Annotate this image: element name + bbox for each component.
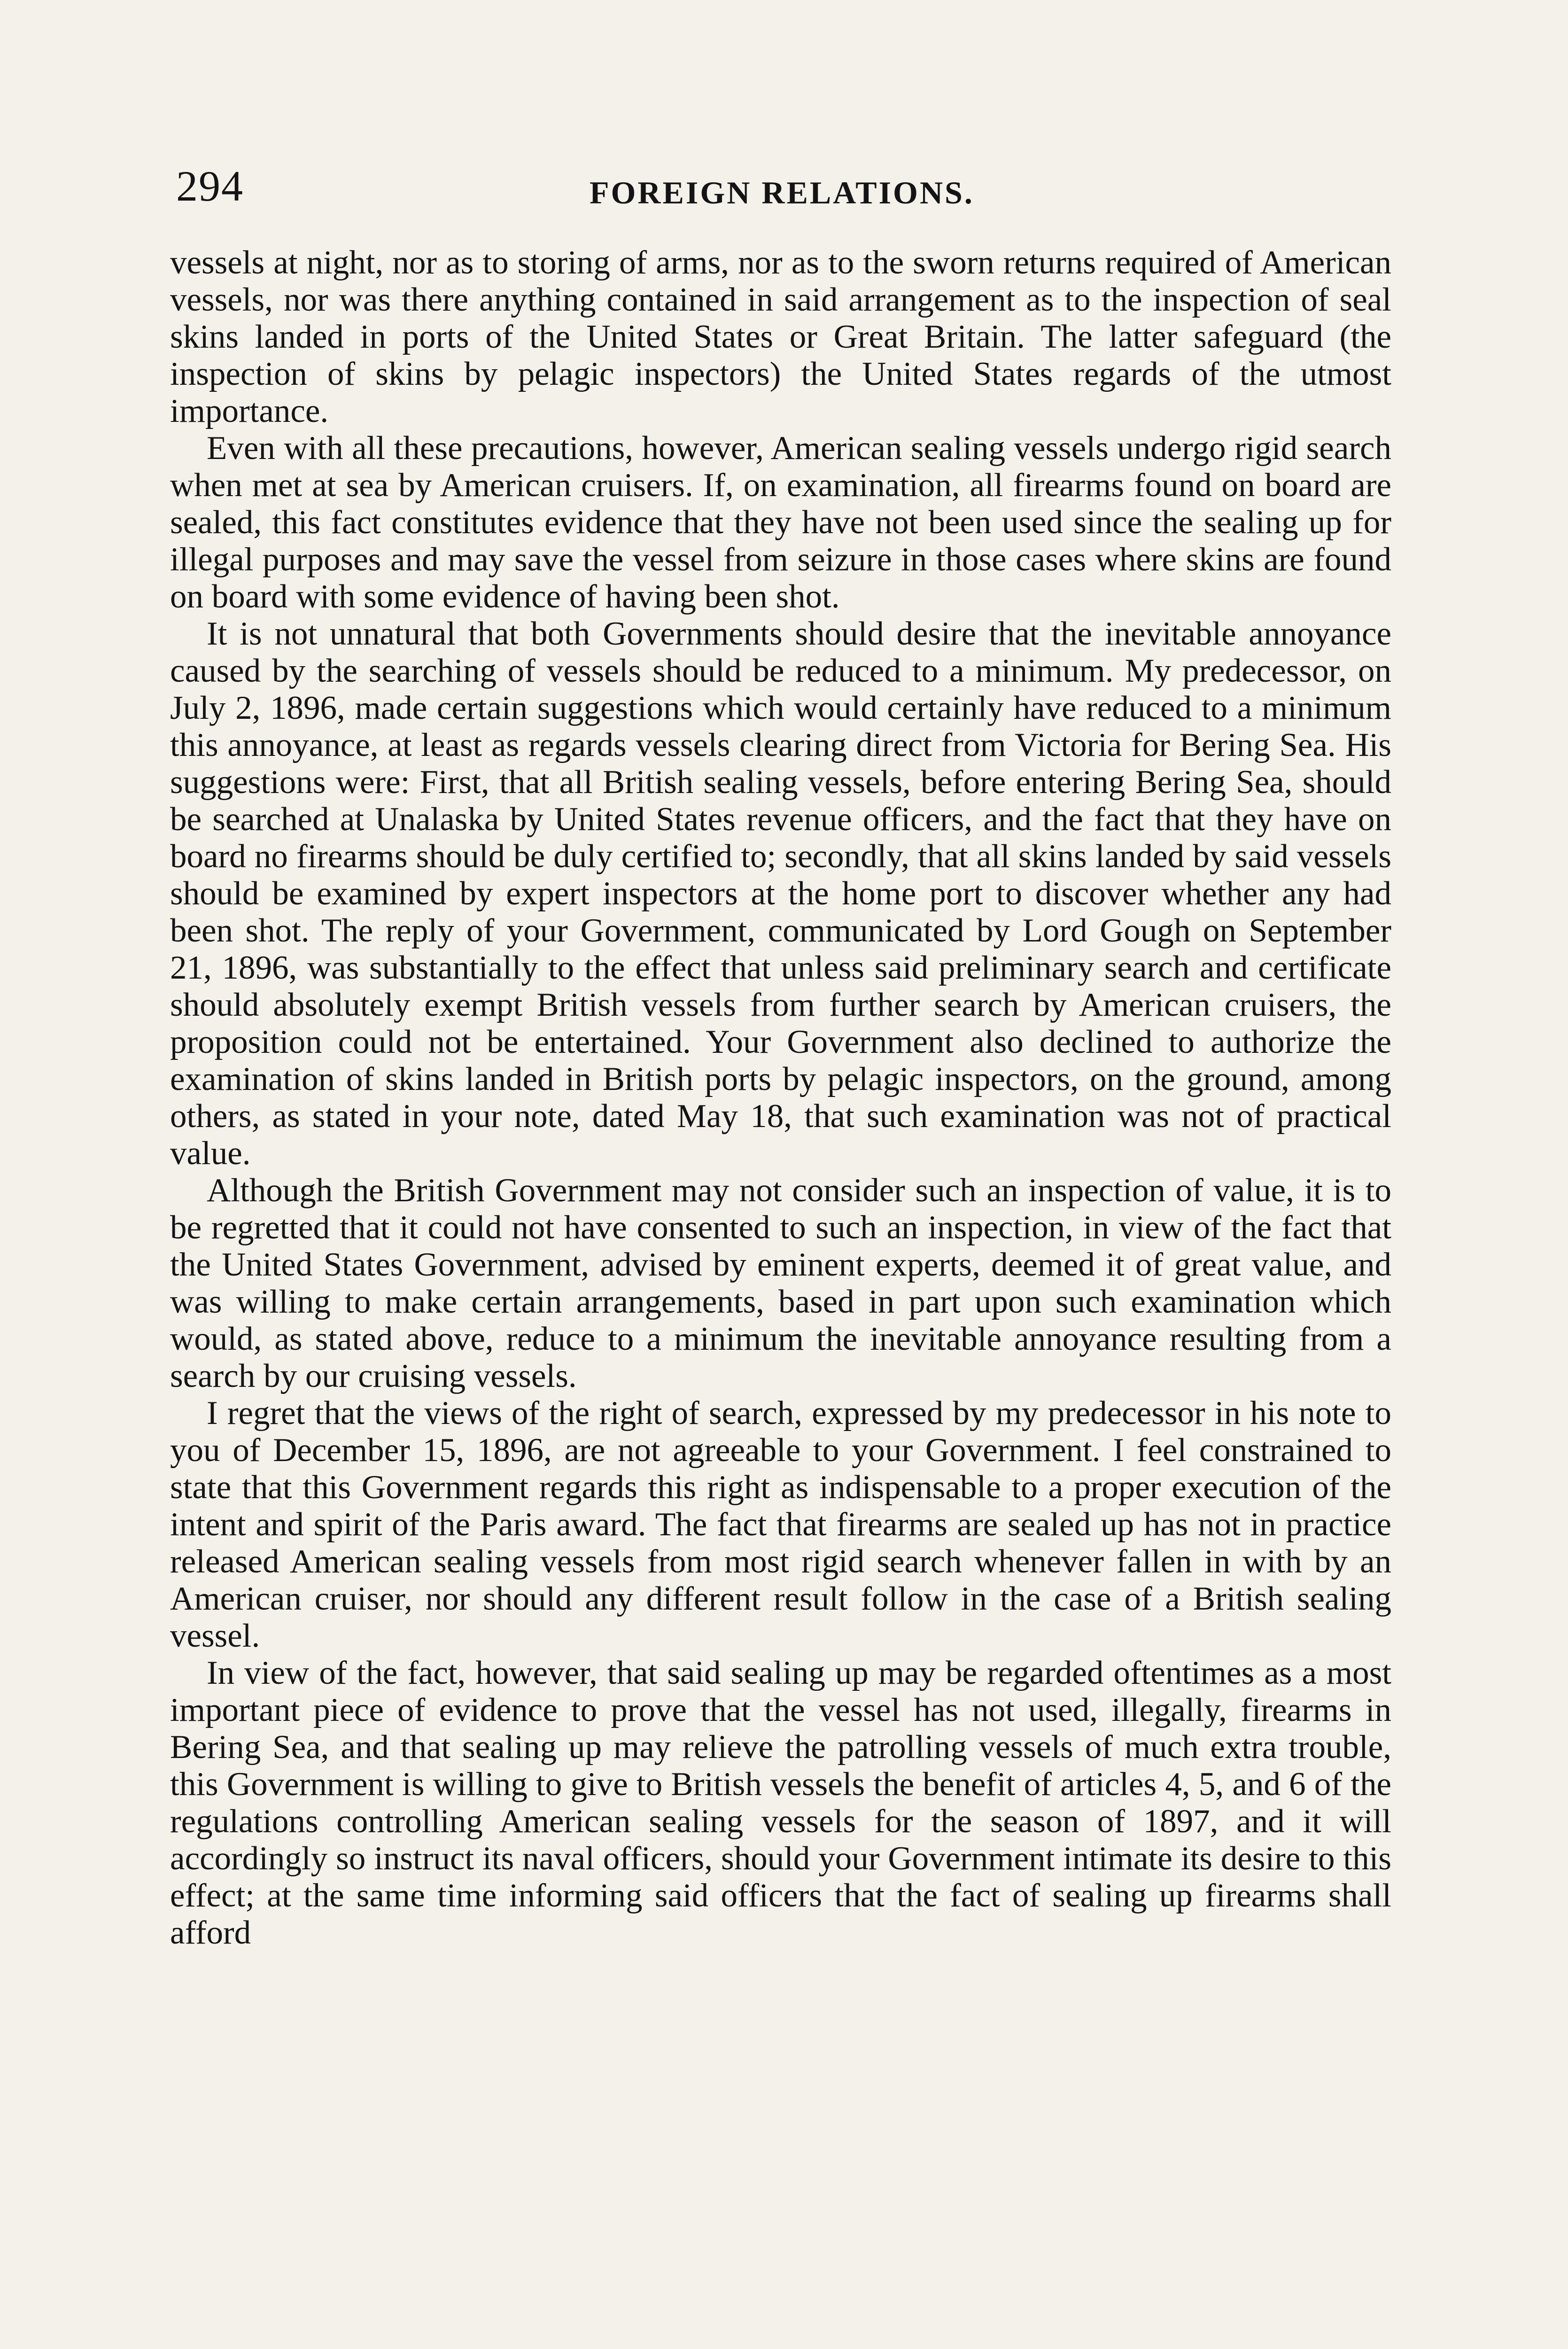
page-number: 294 bbox=[176, 162, 244, 210]
running-head: FOREIGN RELATIONS. bbox=[590, 175, 974, 210]
paragraph-continued: vessels at night, nor as to storing of arms, nor as to the sworn returns required of American vessels, nor was there anything contained in said arrangement as to the inspection of seal skins landed in ports of the United States or Great Britain. The latter safeguard (the inspection of skins by pelagic inspectors) the United States regards of the utmost importance. bbox=[170, 244, 1391, 429]
body-text bbox=[170, 244, 1391, 1952]
paragraph: Even with all these precautions, however, American sealing vessels undergo rigid search when met at sea by American cruisers. If, on examination, all firearms found on board are sealed, this fact constitutes evidence that they have not been used since the sealing up for illegal purposes and may save the vessel from seizure in those cases where skins are found on board with some evidence of having been shot. bbox=[170, 430, 1391, 615]
paragraph: It is not unnatural that both Governments should desire that the inevitable annoyance caused by the searching of vessels should be reduced to a minimum. My predecessor, on July 2, 1896, made certain suggestions which would certainly have reduced to a minimum this annoyance, at least as regards vessels clearing direct from Victoria for Bering Sea. His suggestions were: First, that all British sealing vessels, before entering Bering Sea, should be searched at Unalaska by United States revenue officers, and the fact that they have on board no firearms should be duly certified to; secondly, that all skins landed by said vessels should be examined by expert inspectors at the home port to discover whether any had been shot. The reply of your Government, communicated by Lord Gough on September 21, 1896, was substantially to the effect that unless said preliminary search and certificate should absolutely exempt British vessels from further search by American cruisers, the proposition could not be entertained. Your Government also declined to authorize the examination of skins landed in British ports by pelagic inspectors, on the ground, among others, as stated in your note, dated May 18, that such examination was not of practical value. bbox=[170, 615, 1391, 1172]
paragraph: Although the British Government may not consider such an inspection of value, it is to be regretted that it could not have consented to such an inspection, in view of the fact that the United States Government, advised by eminent experts, deemed it of great value, and was willing to make certain arrangements, based in part upon such examination which would, as stated above, reduce to a minimum the inevitable annoyance resulting from a search by our cruising vessels. bbox=[170, 1172, 1391, 1394]
paragraph: I regret that the views of the right of search, expressed by my predecessor in his note to you of December 15, 1896, are not agreeable to your Government. I feel constrained to state that this Government regards this right as indispensable to a proper execution of the intent and spirit of the Paris award. The fact that firearms are sealed up has not in practice released American sealing vessels from most rigid search whenever fallen in with by an American cruiser, nor should any different result follow in the case of a British sealing vessel. bbox=[170, 1395, 1391, 1654]
page-header bbox=[176, 164, 1390, 221]
paragraph: In view of the fact, however, that said sealing up may be regarded oftentimes as a most important piece of evidence to prove that the vessel has not used, illegally, firearms in Bering Sea, and that sealing up may relieve the patrolling vessels of much extra trouble, this Government is willing to give to British vessels the benefit of articles 4, 5, and 6 of the regulations controlling American sealing vessels for the season of 1897, and it will accordingly so instruct its naval officers, should your Government intimate its desire to this effect; at the same time informing said officers that the fact of sealing up firearms shall afford bbox=[170, 1655, 1391, 1951]
